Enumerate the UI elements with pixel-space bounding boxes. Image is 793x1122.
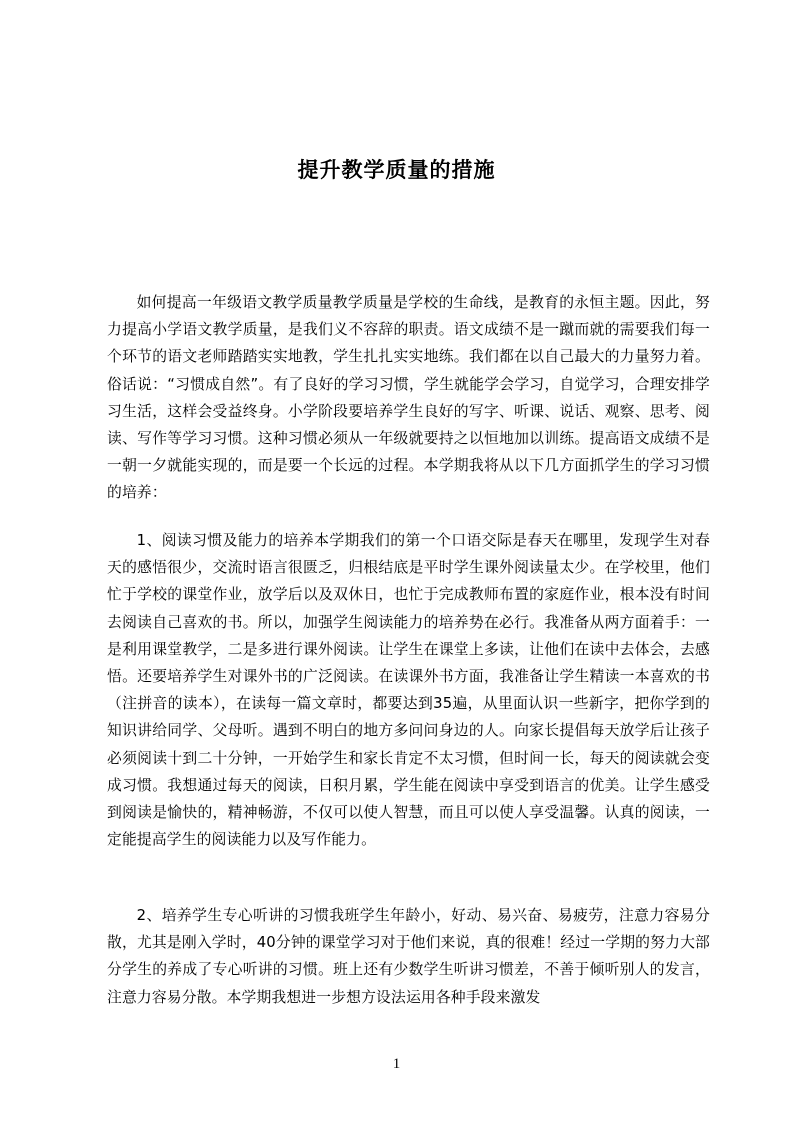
paragraph-reading-habit: 1、阅读习惯及能力的培养本学期我们的第一个口语交际是春天在哪里，发现学生对春天的感悟很少，交流时语言很匮乏，归根结底是平时学生课外阅读量太少。在学校里，他们忙于学校的课堂作业，放学后以及双休日，也忙于完成教师布置的家庭作业，根本没有时间去阅读自己喜欢的书。所以，加强学生阅读能力的培养势在必行。我准备从两方面着手：一是利用课堂教学，二是多进行课外阅读。让学生在课堂上多读，让他们在读中去体会，去感悟。还要培养学生对课外书的广泛阅读。在读课外书方面，我准备让学生精读一本喜欢的书（注拼音的读本），在读每一篇文章时，都要达到35遍，从里面认识一些新字，把你学到的知识讲给同学、父母听。遇到不明白的地方多问问身边的人。向家长提倡每天放学后让孩子必须阅读十到二十分钟，一开始学生和家长肯定不太习惯，但时间一长，每天的阅读就会变成习惯。我想通过每天的阅读，日积月累，学生能在阅读中享受到语言的优美。让学生感受到阅读是愉快的，精神畅游，不仅可以使人智慧，而且可以使人享受温馨。认真的阅读，一定能提高学生的阅读能力以及写作能力。 — [107, 532, 710, 849]
page-title: 提升教学质量的措施 — [297, 158, 496, 183]
paragraph-intro: 如何提高一年级语文教学质量教学质量是学校的生命线，是教育的永恒主题。因此，努力提高小学语文教学质量，是我们义不容辞的职责。语文成绩不是一蹴而就的需要我们每一个环节的语文老师踏踏实实地教，学生扎扎实实地练。我们都在以自己最大的力量努力着。俗话说：“习惯成自然”。有了良好的学习习惯，学生就能学会学习，自觉学习，合理安排学习生活，这样会受益终身。小学阶段要培养学生良好的写字、听课、说话、观察、思考、阅读、写作等学习习惯。这种习惯必须从一年级就要持之以恒地加以训练。提高语文成绩不是一朝一夕就能实现的，而是要一个长远的过程。本学期我将从以下几方面抓学生的学习习惯的培养： — [107, 294, 710, 502]
paragraph-listening-habit: 2、培养学生专心听讲的习惯我班学生年龄小，好动、易兴奋、易疲劳，注意力容易分散，尤其是刚入学时，40分钟的课堂学习对于他们来说，真的很难！经过一学期的努力大部分学生的养成了专心听讲的习惯。班上还有少数学生听讲习惯差，不善于倾听别人的发言，注意力容易分散。本学期我想进一步想方设法运用各种手段来激发 — [107, 907, 710, 1006]
page-number: 1 — [392, 1056, 401, 1072]
